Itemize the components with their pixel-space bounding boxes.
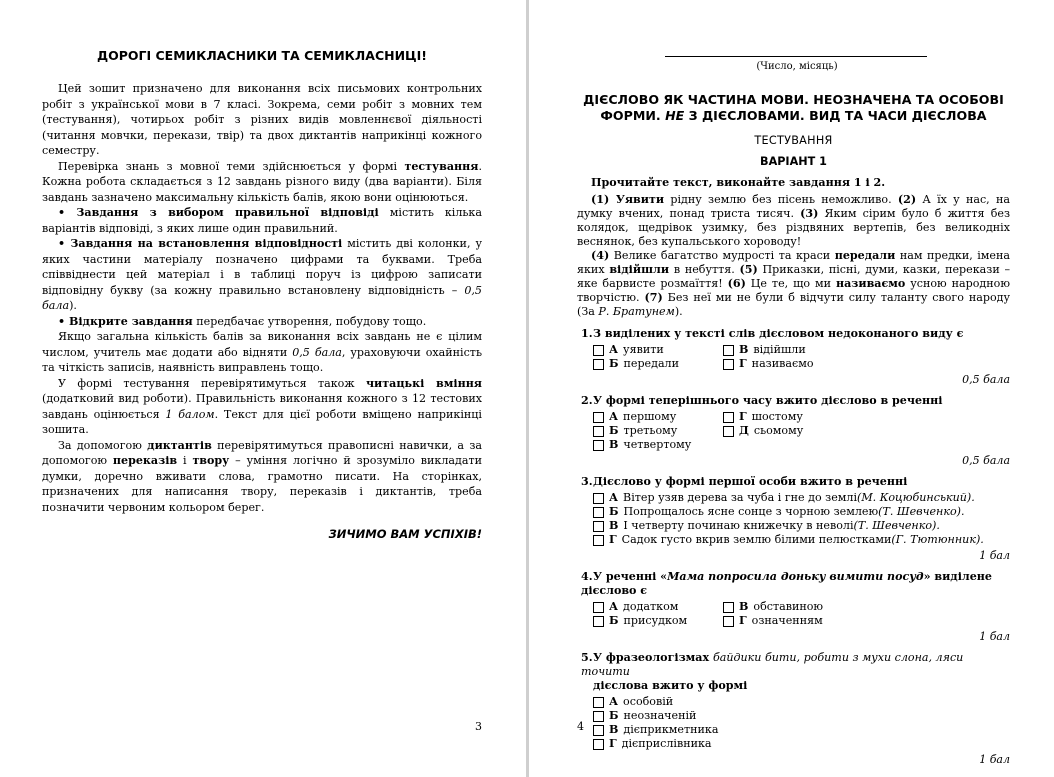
question-2-score: 0,5 бала <box>962 454 1010 467</box>
q5-option-v[interactable]: В дієприкметника <box>593 723 1010 737</box>
checkbox[interactable] <box>723 359 734 370</box>
reading-text-paragraph-2: (4) Велике багатство мудрості та краси передали нам предки, імена яких відійшли в небуття. (5) Приказки, пісні, думи, казки, перекази – яке барвисте розмаїття! (6) Це те, що ми називаємо усною народною творчістю. (7) Без неї ми не були б відчути силу таланту свого народу (За Р. Братунем). <box>577 249 1011 318</box>
q2-option-a[interactable]: А першому <box>593 410 723 424</box>
checkbox[interactable] <box>593 359 604 370</box>
q2-option-v[interactable]: В четвертому <box>593 438 723 452</box>
question-2-options <box>593 410 1010 452</box>
right-page <box>529 0 1054 777</box>
page-number-left: 3 <box>475 720 482 733</box>
variant-heading: ВАРІАНТ 1 <box>760 155 827 168</box>
checkbox[interactable] <box>593 602 604 613</box>
left-page-title: ДОРОГІ СЕМИКЛАСНИКИ ТА СЕМИКЛАСНИЦІ! <box>96 48 427 63</box>
good-luck-wish: ЗИЧИМО ВАМ УСПІХІВ! <box>328 527 482 541</box>
bullet-open: • Відкрите завдання передбачає утворення, побудову тощо. <box>58 314 427 328</box>
q3-option-v[interactable]: В І четверту починаю книжечку в неволі (Т. Шевченко). <box>593 519 1010 533</box>
question-4-score: 1 бал <box>979 630 1010 643</box>
instruction: Прочитайте текст, виконайте завдання 1 і 2. <box>591 176 886 189</box>
checkbox[interactable] <box>593 345 604 356</box>
checkbox[interactable] <box>593 521 604 532</box>
checkbox[interactable] <box>593 412 604 423</box>
question-5-score: 1 бал <box>979 753 1010 766</box>
checkbox[interactable] <box>593 493 604 504</box>
left-page <box>0 0 526 777</box>
question-4-options <box>593 600 1010 628</box>
date-caption: (Число, місяць) <box>756 61 838 72</box>
bullet-choice: • Завдання з вибором правильної відповіді містить кілька варіантів відповіді, з яких лише один правильний. <box>42 206 482 235</box>
question-5-options <box>593 695 1010 751</box>
checkbox[interactable] <box>593 426 604 437</box>
checkbox[interactable] <box>593 739 604 750</box>
q4-option-g[interactable]: Г означенням <box>723 614 853 628</box>
q1-option-g[interactable]: Г називаємо <box>723 357 853 371</box>
checkbox[interactable] <box>593 507 604 518</box>
q2-option-d[interactable]: Д сьомому <box>723 424 853 438</box>
q1-option-b[interactable]: Б передали <box>593 357 723 371</box>
q5-option-a[interactable]: А особовій <box>593 695 1010 709</box>
intro-paragraph: Цей зошит призначено для виконання всіх письмових контрольних робіт з української мови в 7 класі. Зокрема, семи робіт з мовних тем (тестування), чотирьох робіт з різних видів мовленнєвої діяльності (читання мовчки, перекази, твір) та двох диктантів наприкінці кожного семестру. <box>42 82 482 157</box>
checkbox[interactable] <box>723 345 734 356</box>
q3-option-g[interactable]: Г Садок густо вкрив землю білими пелюстками (Г. Тютюнник). <box>593 533 1010 547</box>
question-1: 1.З виділених у тексті слів дієсловом недоконаного виду є <box>581 327 964 340</box>
dictation-paragraph: За допомогою диктантів перевірятимуться правописні навички, а за допомогою переказів і твору – уміння логічно й зрозуміло викладати думки, доречно вживати слова, грамотно писати. На сторінках, призначених для написання твору, переказів і диктантів, треба позначити червоним кольором берег. <box>42 438 482 514</box>
checkbox[interactable] <box>723 602 734 613</box>
reading-paragraph: У формі тестування перевірятимуться також читацькі вміння (додатковий вид роботи). Правильність виконання кожного з 12 тестових завдань оцінюється 1 балом. Текст для цієї роботи вміщено наприкінці зошита. <box>42 376 483 436</box>
checkbox[interactable] <box>723 412 734 423</box>
date-line <box>665 56 927 57</box>
checkbox[interactable] <box>593 535 604 546</box>
checkbox[interactable] <box>593 616 604 627</box>
question-3-options <box>593 491 1010 547</box>
question-2: 2.У формі теперішнього часу вжито дієслово в реченні <box>581 394 943 407</box>
reading-text-paragraph-1: (1) Уявити рідну землю без пісень неможливо. (2) А їх у нас, на думку вчених, понад триста тисяч. (3) Яким сірим було б життя без колядок, щедрівок узимку, без різдвяних вертепів, без великодніх веснянок, без купальського хороводу! <box>577 193 1010 248</box>
checkbox[interactable] <box>593 725 604 736</box>
q3-option-a[interactable]: А Вітер узяв дерева за чуба і гне до землі (М. Коцюбинський). <box>593 491 1010 505</box>
question-1-options <box>593 343 1010 371</box>
bullet-matching: • Завдання на встановлення відповідності містить дві колонки, у яких частини матеріалу позначено цифрами та буквами. Треба співвіднести цей матеріал і в таблиці поруч із цифрою записати відповідну букву (за кожну правильно встановлену відповідність – 0,5 бала). <box>42 237 482 312</box>
checkbox[interactable] <box>593 711 604 722</box>
score-paragraph: Якщо загальна кількість балів за виконання всіх завдань не є цілим числом, учитель має додати або відняти 0,5 бала, ураховуючи охайність та чіткість записів, наявність виправлень тощо. <box>42 330 482 374</box>
right-page-title: ДІЄСЛОВО ЯК ЧАСТИНА МОВИ. НЕОЗНАЧЕНА ТА ОСОБОВІ ФОРМИ. НЕ З ДІЄСЛОВАМИ. ВИД ТА ЧАСИ ДІЄСЛОВА <box>583 92 1004 123</box>
q2-option-g[interactable]: Г шостому <box>723 410 853 424</box>
q4-option-v[interactable]: В обставиною <box>723 600 853 614</box>
q1-option-v[interactable]: В відійшли <box>723 343 853 357</box>
q5-option-b[interactable]: Б неозначеній <box>593 709 1010 723</box>
question-5: 5.У фразеологізмах байдики бити, робити з мухи слона, ляси точити дієслова вжито у формі <box>581 651 964 692</box>
q3-option-b[interactable]: Б Попрощалось ясне сонце з чорною землею (Т. Шевченко). <box>593 505 1010 519</box>
q2-option-b[interactable]: Б третьому <box>593 424 723 438</box>
checkbox[interactable] <box>593 697 604 708</box>
q4-option-a[interactable]: А додатком <box>593 600 723 614</box>
checkbox[interactable] <box>723 616 734 627</box>
page-number-right: 4 <box>577 720 584 733</box>
section-heading: ТЕСТУВАННЯ <box>754 134 833 147</box>
checkbox[interactable] <box>723 426 734 437</box>
q4-option-b[interactable]: Б присудком <box>593 614 723 628</box>
question-3: 3.Дієслово у формі першої особи вжито в реченні <box>581 475 908 488</box>
q1-option-a[interactable]: А уявити <box>593 343 723 357</box>
question-1-score: 0,5 бала <box>962 373 1010 386</box>
q5-option-g[interactable]: Г дієприслівника <box>593 737 1010 751</box>
checkbox[interactable] <box>593 440 604 451</box>
testing-paragraph: Перевірка знань з мовної теми здійснюється у формі тестування. Кожна робота складається з 12 завдань різного виду (два варіанти). Біля завдань зазначено максимальну кількість балів, якою вони оцінюються. <box>42 159 482 204</box>
question-4: 4.У реченні «Мама попросила доньку вимити посуд» виділене дієслово є <box>581 570 992 597</box>
question-3-score: 1 бал <box>979 549 1010 562</box>
